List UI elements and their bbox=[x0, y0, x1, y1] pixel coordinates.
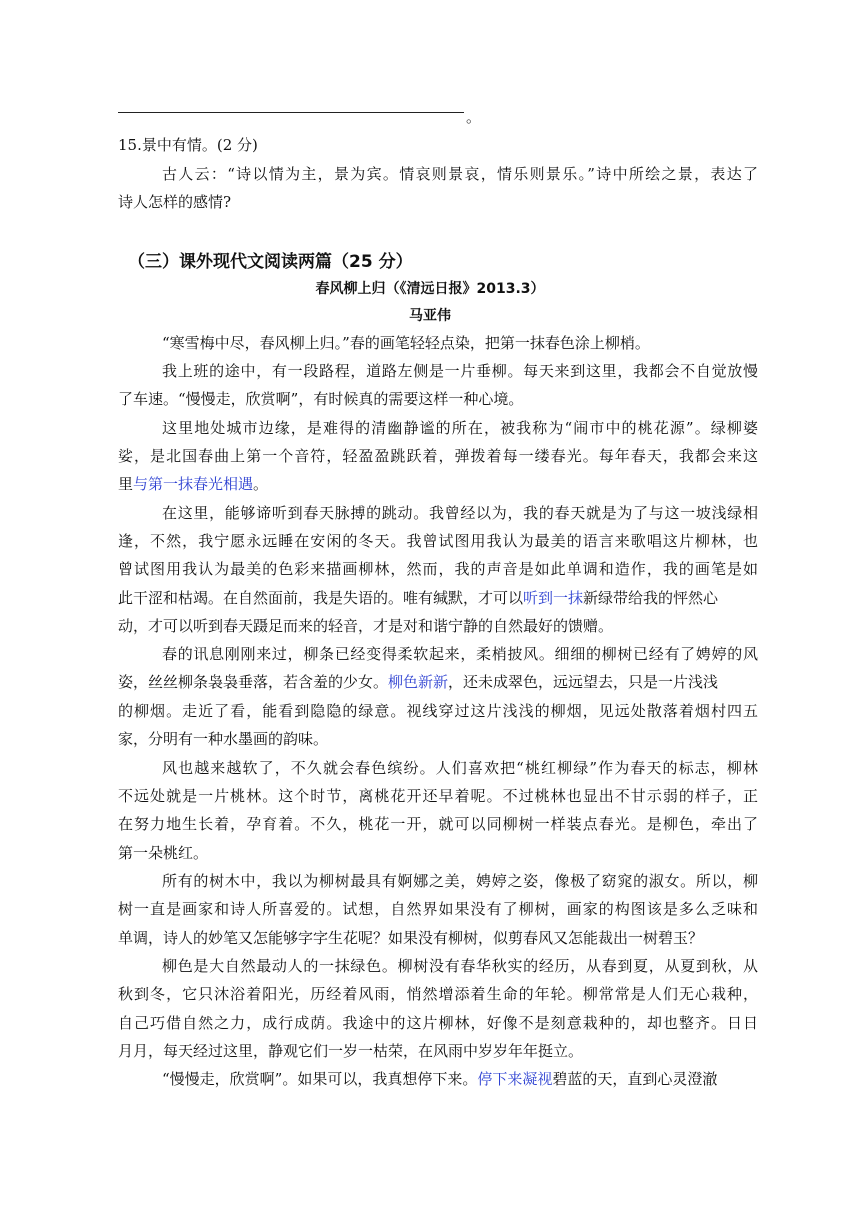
article-title: 春风柳上归（《清远日报》2013.3） bbox=[315, 281, 545, 297]
paragraph-3-line-2: 娑，是北国春曲上第一个音符，轻盈盈跳跃着，弹拨着每一缕春光。每年春天，我都会来这 bbox=[118, 447, 758, 465]
highlighted-phrase: 与第一抹春光相遇 bbox=[133, 475, 254, 493]
paragraph-7-line-3: 单调，诗人的妙笔又怎能够字字生花呢？如果没有柳树，似剪春风又怎能裁出一树碧玉？ bbox=[118, 929, 704, 947]
paragraph-5-line-4: 家，分明有一种水墨画的韵味。 bbox=[118, 730, 329, 748]
paragraph-6-line-2: 不远处就是一片桃林。这个时节，离桃花开还早着呢。不过桃林也显出不甘示弱的样子，正 bbox=[118, 787, 758, 805]
paragraph-8-line-1: 柳色是大自然最动人的一抹绿色。柳树没有春华秋实的经历，从春到夏，从夏到秋，从 bbox=[162, 957, 758, 975]
text-run: 新绿带给我的怦然心 bbox=[583, 589, 719, 607]
paragraph-8-line-4: 月月，每天经过这里，静观它们一岁一枯荣，在风雨中岁岁年年挺立。 bbox=[118, 1042, 584, 1060]
text-run: 此干涩和枯竭。在自然面前，我是失语的。唯有缄默，才可以 bbox=[118, 589, 524, 607]
paragraph-2-line-1: 我上班的途中，有一段路程，道路左侧是一片垂柳。每天来到这里，我都会不自觉放慢 bbox=[162, 362, 758, 380]
paragraph-6-line-3: 在努力地生长着，孕育着。不久，桃花一开，就可以同柳树一样装点春光。是柳色，牵出了 bbox=[118, 815, 758, 833]
text-run: 里 bbox=[118, 475, 134, 493]
text-run: ，还未成翠色，远远望去，只是一片浅浅 bbox=[448, 673, 719, 691]
text-run: 。 bbox=[253, 475, 269, 493]
paragraph-4-line-1: 在这里，能够谛听到春天脉搏的跳动。我曾经以为，我的春天就是为了与这一坡浅绿相 bbox=[162, 504, 758, 522]
paragraph-3-line-3 bbox=[118, 474, 758, 494]
paragraph-5-line-3: 的柳烟。走近了看，能看到隐隐的绿意。视线穿过这片浅浅的柳烟，见远处散落着烟村四五 bbox=[118, 702, 758, 720]
paragraph-3-line-1: 这里地处城市边缘，是难得的清幽静谧的所在，被我称为“闹市中的桃花源”。绿柳婆 bbox=[162, 419, 758, 437]
paragraph-7-line-1: 所有的树木中，我以为柳树最具有婀娜之美，娉婷之姿，像极了窈窕的淑女。所以，柳 bbox=[162, 872, 758, 890]
highlighted-phrase: 柳色新新 bbox=[388, 673, 449, 691]
paragraph-8-line-2: 秋到冬，它只沐浴着阳光，历经着风雨，悄然增添着生命的年轮。柳常常是人们无心栽种， bbox=[118, 985, 758, 1003]
paragraph-4-line-2: 逢，不然，我宁愿永远睡在安闲的冬天。我曾试图用我认为最美的语言来歌唱这片柳林，也 bbox=[118, 532, 758, 550]
text-run: “慢慢走，欣赏啊”。如果可以，我真想停下来。 bbox=[162, 1070, 478, 1088]
paragraph-5-line-1: 春的讯息刚刚来过，柳条已经变得柔软起来，柔梢披风。细细的柳树已经有了娉婷的风 bbox=[162, 645, 758, 663]
highlighted-phrase: 停下来凝视 bbox=[477, 1070, 553, 1088]
paragraph-7-line-2: 树一直是画家和诗人所喜爱的。试想，自然界如果没有了柳树，画家的构图该是多么乏味和 bbox=[118, 900, 758, 918]
question-15-prompt-line-2: 诗人怎样的感情? bbox=[118, 193, 232, 211]
paragraph-5-line-2 bbox=[118, 672, 758, 692]
question-15-prompt-line-1: 古人云：“诗以情为主，景为宾。情哀则景哀，情乐则景乐。”诗中所绘之景，表达了 bbox=[162, 165, 758, 183]
paragraph-9-line-1 bbox=[162, 1069, 758, 1089]
paragraph-4-line-4 bbox=[118, 588, 758, 608]
section-heading: （三）课外现代文阅读两篇（25 分） bbox=[128, 252, 413, 272]
paragraph-1-line-1: “寒雪梅中尽，春风柳上归。”春的画笔轻轻点染，把第一抹春色涂上柳梢。 bbox=[162, 334, 650, 352]
text-run: 姿，丝丝柳条袅袅垂落，若含羞的少女。 bbox=[118, 673, 389, 691]
answer-line-period: 。 bbox=[466, 108, 482, 126]
text-run: 碧蓝的天，直到心灵澄澈 bbox=[552, 1070, 718, 1088]
answer-blank-line bbox=[118, 112, 464, 113]
question-15-label: 15.景中有情。(2 分) bbox=[118, 136, 258, 154]
paragraph-2-line-2: 了车速。“慢慢走，欣赏啊”，有时候真的需要这样一种心境。 bbox=[118, 390, 524, 408]
paragraph-4-line-3: 曾试图用我认为最美的色彩来描画柳林，然而，我的声音是如此单调和造作，我的画笔是如 bbox=[118, 560, 758, 578]
article-author: 马亚伟 bbox=[409, 308, 451, 324]
paragraph-6-line-4: 第一朵桃红。 bbox=[118, 844, 209, 862]
paragraph-4-line-5: 动，才可以听到春天蹑足而来的轻音，才是对和谐宁静的自然最好的馈赠。 bbox=[118, 617, 614, 635]
paragraph-8-line-3: 自己巧借自然之力，成行成荫。我途中的这片柳林，好像不是刻意栽种的，却也整齐。日日 bbox=[118, 1014, 758, 1032]
highlighted-phrase: 听到一抹 bbox=[523, 589, 584, 607]
paragraph-6-line-1: 风也越来越软了，不久就会春色缤纷。人们喜欢把“桃红柳绿”作为春天的标志，柳林 bbox=[162, 759, 758, 777]
